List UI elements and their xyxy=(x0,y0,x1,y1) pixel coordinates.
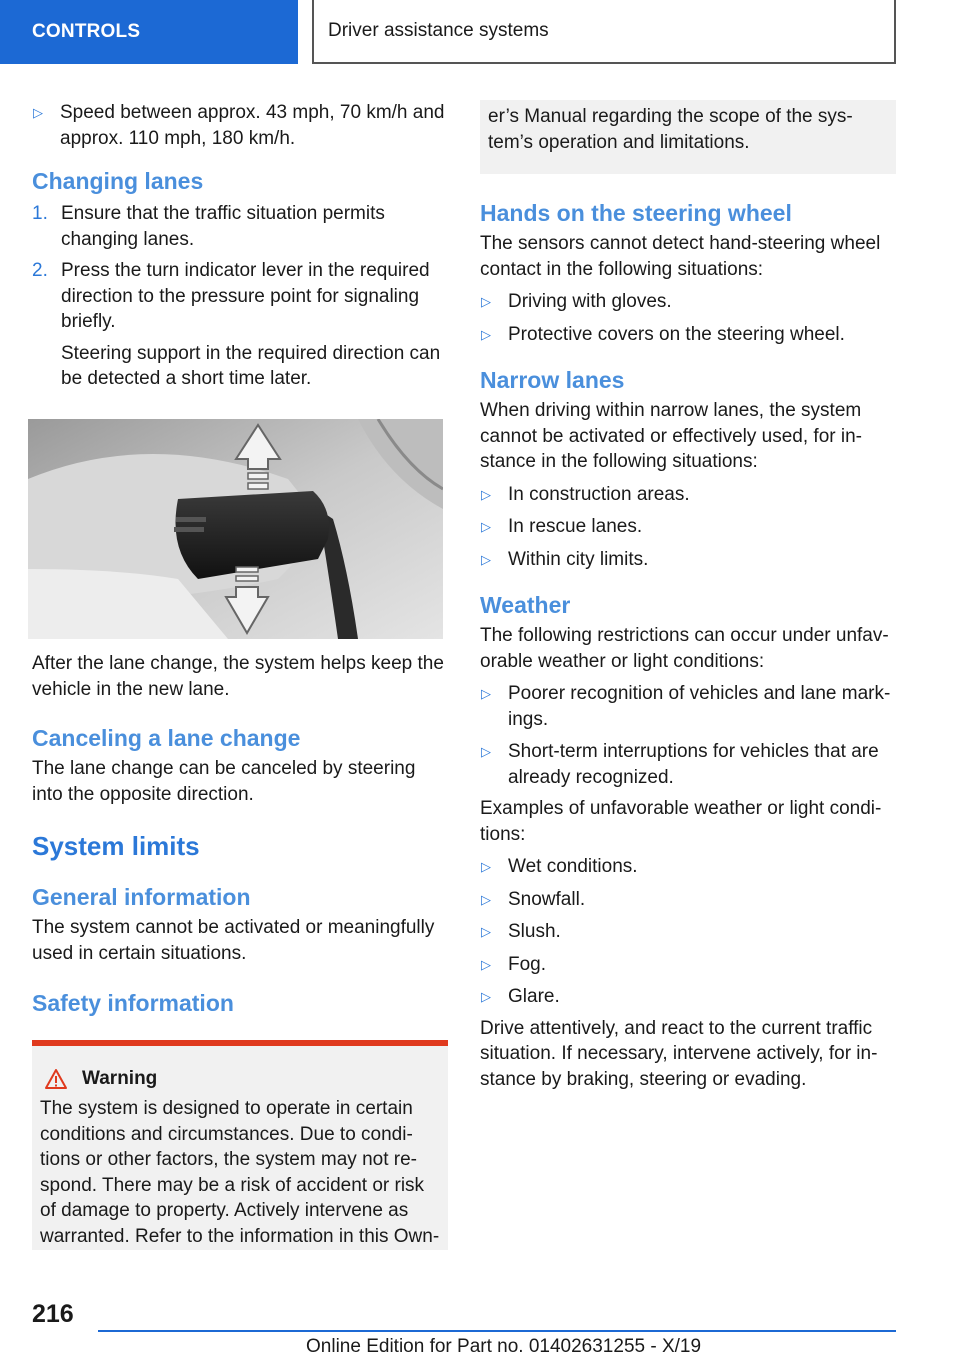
section-tab: CONTROLS xyxy=(0,0,298,64)
list-item: ▷ Protective covers on the steering wheel. xyxy=(480,322,896,348)
paragraph: The sensors cannot detect hand-steering wheel contact in the following situations: xyxy=(480,233,881,280)
bullet-triangle-icon: ▷ xyxy=(481,744,491,759)
edition-link[interactable]: Online Edition for Part no. 01402631255 - X/19 xyxy=(306,1336,702,1357)
heading-safety-information: Safety information xyxy=(32,990,234,1016)
bullet-triangle-icon: ▷ xyxy=(481,859,491,874)
bullet-triangle-icon: ▷ xyxy=(481,519,491,534)
bullet-triangle-icon: ▷ xyxy=(481,989,491,1004)
bullet-triangle-icon: ▷ xyxy=(481,551,491,567)
list-item: ▷ Poorer recognition of vehicles and lane markings. xyxy=(480,681,896,732)
paragraph: The lane change can be canceled by steering into the opposite direction. xyxy=(32,758,416,805)
paragraph: The system cannot be activated or meaningfully used in certain situations. xyxy=(32,917,435,964)
heading-changing-lanes: Changing lanes xyxy=(32,168,204,194)
heading-general-information: General information xyxy=(32,884,251,910)
right-column xyxy=(480,198,896,1092)
bullet-triangle-icon: ▷ xyxy=(481,686,491,701)
bullet-triangle-icon: ▷ xyxy=(481,956,491,972)
bullet-triangle-icon: ▷ xyxy=(481,924,491,939)
list-item: ▷ In rescue lanes. xyxy=(480,514,896,540)
bullet-triangle-icon: ▷ xyxy=(481,326,491,342)
chapter-title: Driver assistance systems xyxy=(312,0,896,64)
list-item: ▷ In construction areas. xyxy=(480,482,896,508)
warning-box xyxy=(32,1046,448,1250)
step-note: Steering support in the required direction can be detected a short time later. xyxy=(61,342,441,389)
warning-text: The system is designed to operate in certain conditions and circumstances. Due to conditions or other factors, the system may not respond. There may be a risk of accident or risk of damage to property. Actively intervene as warranted. Refer to the information in this Own- xyxy=(40,1098,440,1247)
paragraph: When driving within narrow lanes, the system cannot be activated or effectively used, for instance in the following situations: xyxy=(480,400,862,472)
heading-canceling-lane-change: Canceling a lane change xyxy=(32,725,301,751)
paragraph: Examples of unfavorable weather or light conditions: xyxy=(480,798,882,845)
heading-weather: Weather xyxy=(480,592,571,618)
bullet-triangle-icon: ▷ xyxy=(33,105,43,120)
list-item: ▷ Short-term interruptions for vehicles that are already recognized. xyxy=(480,739,896,790)
bullet-triangle-icon: ▷ xyxy=(481,294,491,309)
heading-system-limits: System limits xyxy=(32,831,200,861)
list-item: ▷ Fog. xyxy=(480,952,896,978)
paragraph: The following restrictions can occur under unfavorable weather or light conditions: xyxy=(480,625,889,672)
bullet-triangle-icon: ▷ xyxy=(481,891,491,907)
paragraph: Drive attentively, and react to the current traffic situation. If necessary, intervene actively, for instance by braking, steering or evading. xyxy=(480,1017,878,1090)
heading-hands-on-wheel: Hands on the steering wheel xyxy=(480,200,792,226)
left-column-lower xyxy=(32,651,448,1018)
paragraph: After the lane change, the system helps keep the vehicle in the new lane. xyxy=(32,653,444,700)
warning-box-continued xyxy=(480,100,896,174)
warning-triangle-icon xyxy=(44,1068,68,1090)
turn-indicator-lever-illustration xyxy=(28,419,443,639)
heading-narrow-lanes: Narrow lanes xyxy=(480,367,625,393)
list-item: ▷ Speed between approx. 43 mph, 70 km/h and approx. 110 mph, 180 km/h. xyxy=(32,100,448,151)
left-column xyxy=(32,100,448,392)
list-item: ▷ Driving with gloves. xyxy=(480,289,896,315)
bullet-triangle-icon: ▷ xyxy=(481,486,491,502)
page-number: 216 xyxy=(32,1300,74,1328)
step-item: 1. Ensure that the traffic situation permits changing lanes. xyxy=(32,203,385,250)
warning-text-continued: er’s Manual regarding the scope of the system’s operation and limitations. xyxy=(488,106,853,153)
footer-divider xyxy=(98,1330,896,1332)
list-item: ▷ Slush. xyxy=(480,919,896,945)
warning-header: Warning xyxy=(40,1066,440,1092)
step-item: 2. Press the turn indicator lever in the required direction to the pressure point for signaling briefly. xyxy=(32,260,430,332)
list-item: ▷ Snowfall. xyxy=(480,887,896,913)
list-item: ▷ Glare. xyxy=(480,984,896,1010)
list-item: ▷ Within city limits. xyxy=(480,547,896,573)
list-item: ▷ Wet conditions. xyxy=(480,854,896,880)
